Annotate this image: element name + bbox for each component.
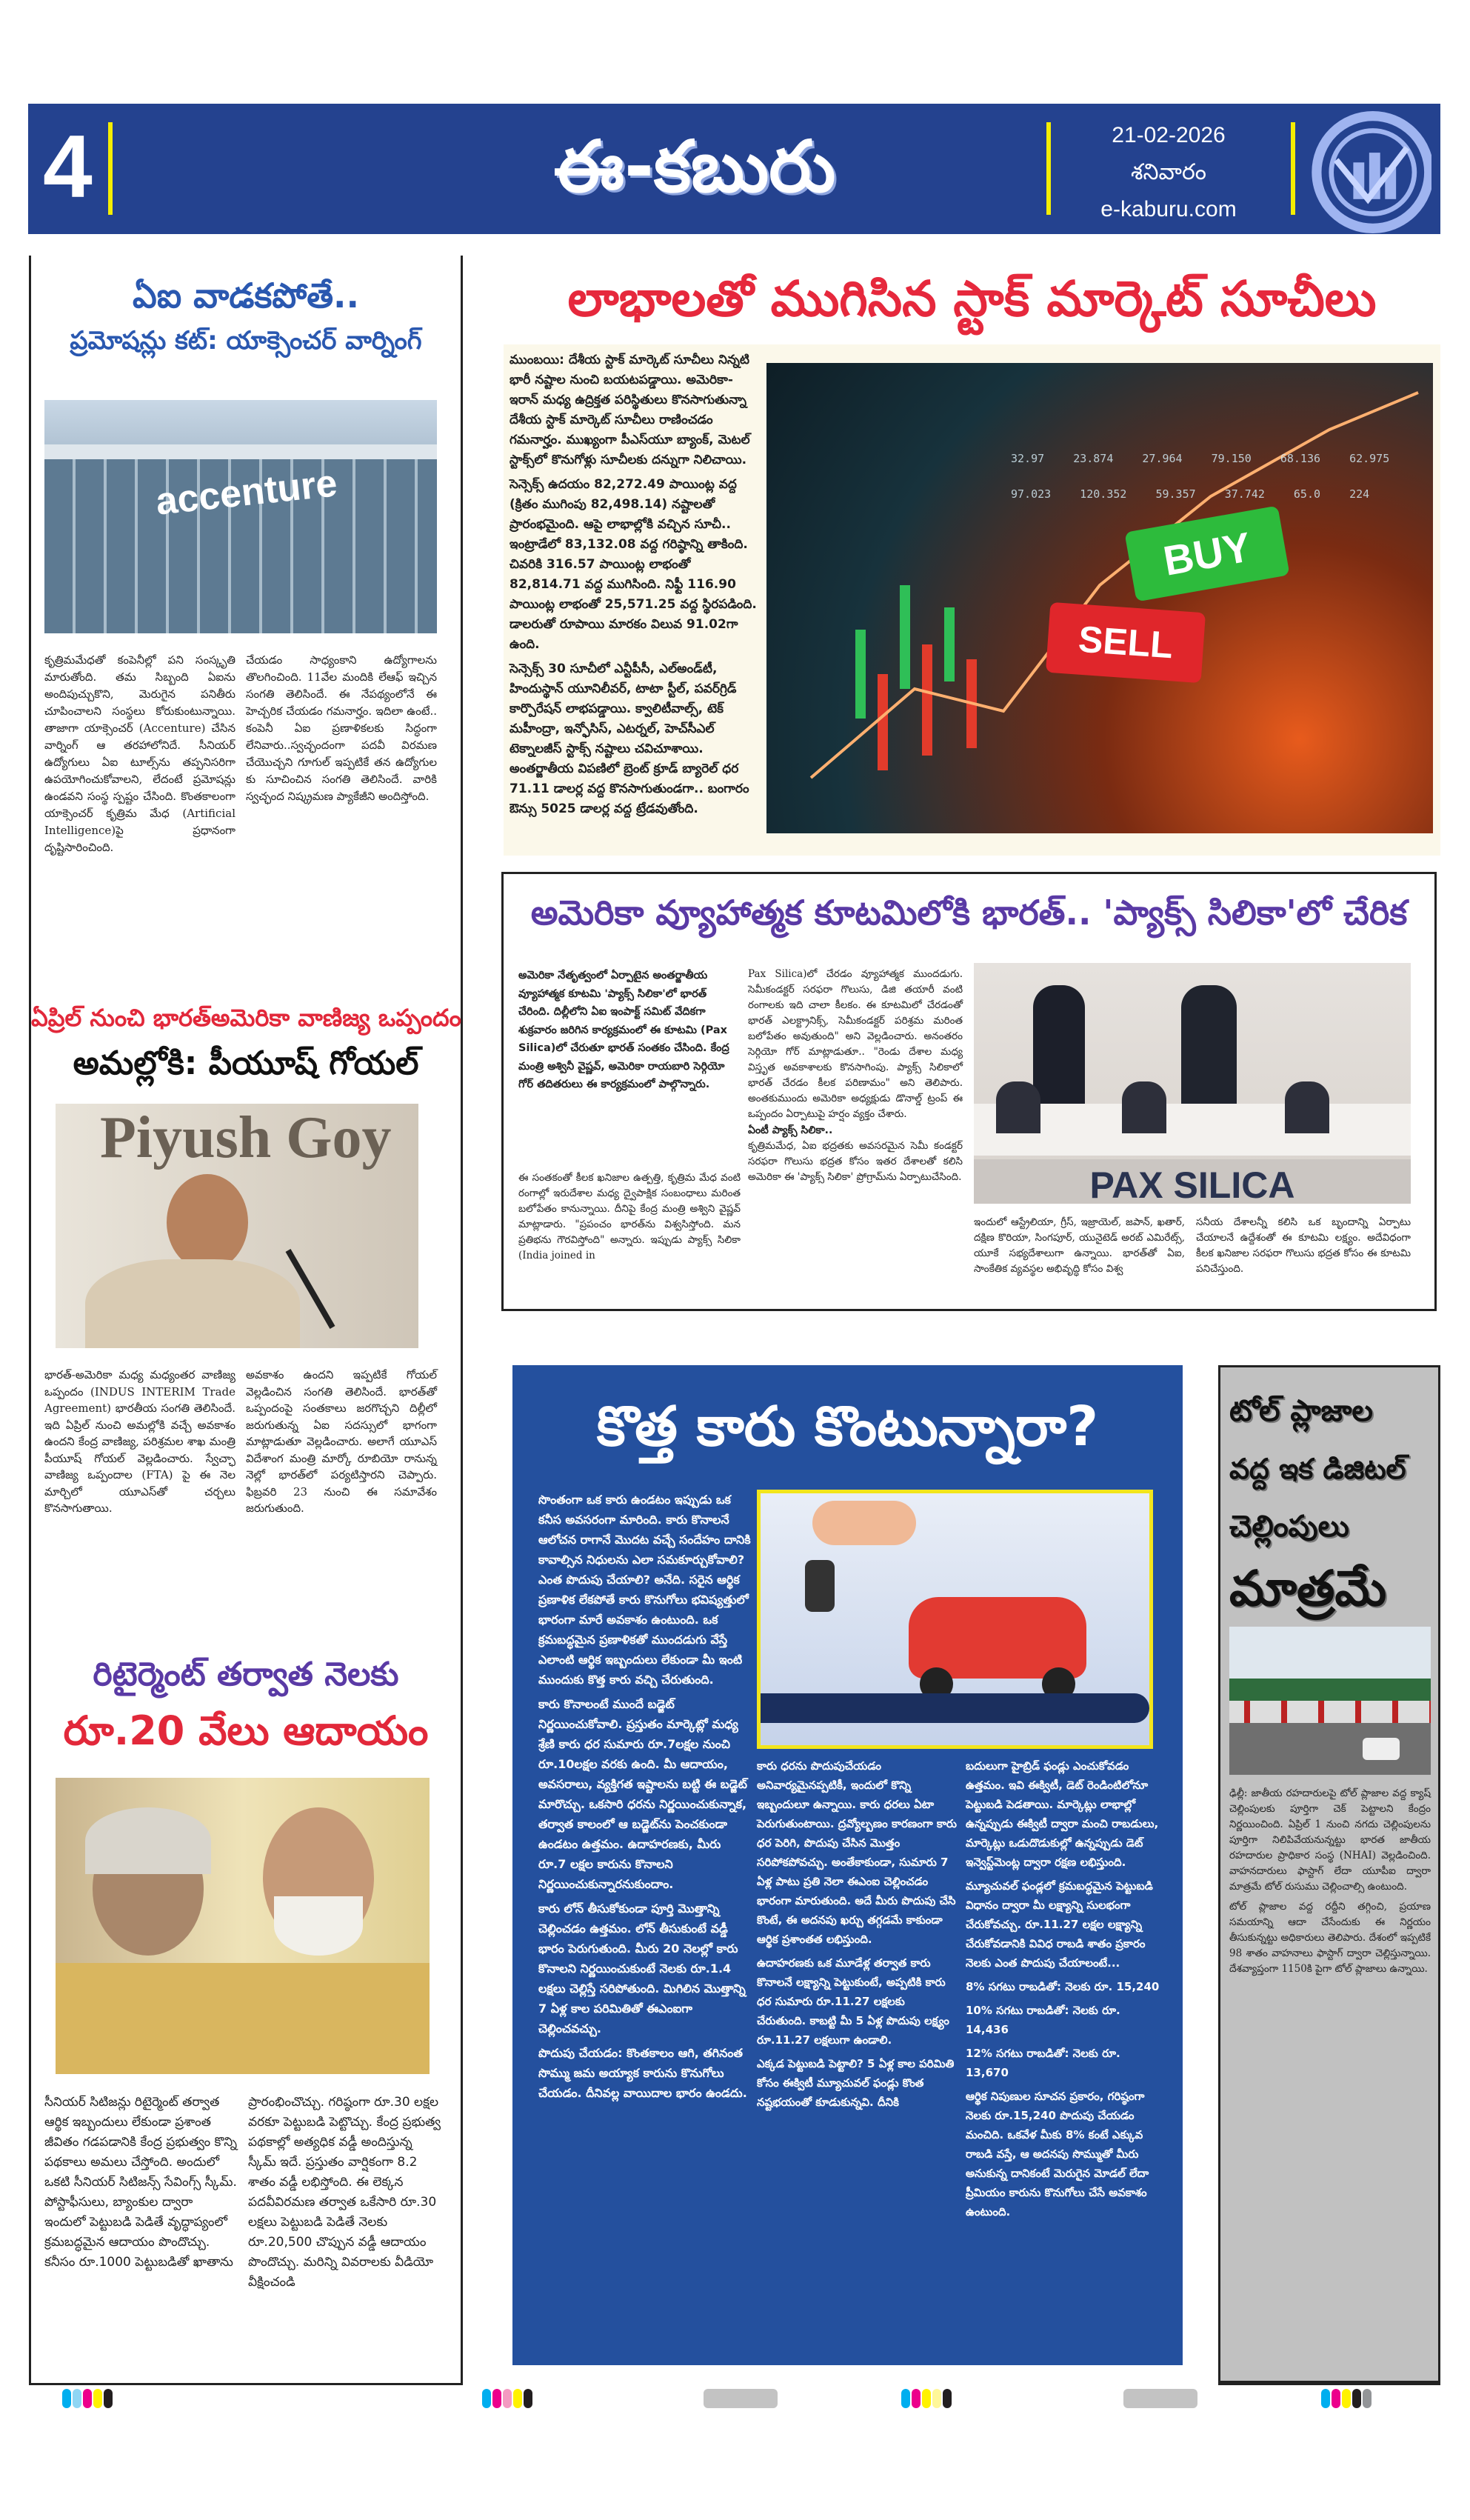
headline[interactable]: టోల్ ప్లాజాల వద్ద ఇక డిజిటల్ చెల్లింపులు మాత్రమే — [1229, 1394, 1406, 1617]
article-column: భారత్‌-అమెరికా మధ్య మధ్యంతర వాణిజ్య ఒప్పందం (INDUS INTERIM Trade Agreement) భారతీయ సంగతి తెలిసిందే. ఇది ఏప్రిల్ నుంచి అమల్లోకి వచ్చే అవకాశం ఉందని కేంద్ర వాణిజ్య, పరిశ్రమల శాఖ మంత్రి పీయూష్ గోయల్ వెల్లడించారు. స్వేచ్ఛా వాణిజ్య ఒప్పందాల (FTA) పై ఈ నెల మార్చిలో యూఎస్‌తో చర్చలు కొనసాగుతాయి. — [44, 1368, 235, 1515]
grey-registration-mark — [1123, 2389, 1197, 2408]
article-column: Pax Silica)లో చేరడం వ్యూహాత్మక ముందడుగు. సెమీకండక్టర్ సరఫరా గొలుసు, డిజి తయారీ వంటి రంగాలకు ఇది చాలా కీలకం. ఈ కూటమిలో చేరడంతో భారత్ ఎలక్ట్రానిక్స్, సెమీకండక్టర్ పరిశ్రమ మరింత బలోపేతం అవుతుంది" అని వెల్లడించారు. అనంతరం సెర్గియో గోర్ మాట్లాడుతూ.. "రెండు దేశాల మధ్య విస్తృత అవకాశాలకు కొనసాగింపు. ప్యాక్స్ సిలికాలో భారత్ చేరడం కీలక పరిణామం" అని తెలిపారు. అంతకుముందు అమెరికా అధ్యక్షుడు డొనాల్డ్ ట్రంప్ ఈ ఒప్పందం ఏర్పాటుపై హర్షం వ్యక్తం చేశారు. ఏంటీ ప్యాక్స్ సిలికా.. కృత్రిమమేధ, ఏఐ భద్రతకు అవసరమైన సెమీ కండక్టర్ సరఫరా గొలుసు భద్రత కోసం ఇతర దేశాలతో కలిసి అమెరికా ఈ 'ప్యాక్స్ సిలికా' ప్రోగ్రామ్‌ను ఏర్పాటుచేసింది. — [748, 968, 963, 1183]
divider — [108, 122, 113, 215]
article-column: చేయడం సాధ్యంకాని ఉద్యోగాలను తొలగించింది. 11వేల మందికి లేఆఫ్ ఇచ్చిన సంగతి తెలిసిందే. ఈ నేపథ్యంలోనే ఈ హెచ్చరిక చేయడం గమనార్హం. ఇదిలా ఉంటే.. కంపెనీ ఏఐ ప్రణాళికలకు సిద్ధంగా లేనివారు..స్వచ్ఛందంగా పదవీ విరమణ చేయొచ్చని గూగుల్ ఇప్పటికే తన ఉద్యోగుల కు సూచించిన సంగతి తెలిసిందే. వారికి స్వచ్ఛంద నిష్క్రమణ ప్యాకేజీని అందిస్తోంది. — [246, 653, 437, 803]
toll-plaza-photo — [1229, 1627, 1431, 1775]
issue-weekday: శనివారం — [1131, 160, 1206, 184]
masthead — [28, 104, 1440, 234]
article-column: సనీయ దేశాలన్నీ కలిసి ఒక బృందాన్ని ఏర్పాటు చేయాలనే ఉద్దేశంతో ఈ కూటమి లక్ష్యం. అదేవిధంగా కీలక ఖనిజాల సరఫరా గొలుసు భద్రత కోసం ఈ కూటమి పనిచేస్తుంది. — [1196, 1216, 1411, 1275]
car-key-illustration — [757, 1490, 1153, 1749]
article-intro: అమెరికా నేతృత్వంలో ఏర్పాటైన అంతర్జాతీయ వ్యూహాత్మక కూటమి 'ప్యాక్స్ సిలికా'లో భారత్ చేరింది. దిల్లీలోని ఏఐ ఇంపాక్ట్ సమిట్ వేదికగా శుక్రవారం జరిగిన కార్యక్రమంలో ఈ కూటమి (Pax Silica)లో చేరుతూ భారత్ సంతకం చేసింది. కేంద్ర మంత్రి అశ్వినీ వైష్ణవ్, అమెరికా రాయబారి సెర్గియో గోర్ తదితరులు ఈ కార్యక్రమంలో పాల్గొన్నారు. — [518, 970, 729, 1090]
color-registration-strip — [62, 2389, 113, 2408]
headline[interactable]: ఏప్రిల్ నుంచి భారత్‌అమెరికా వాణిజ్య ఒప్పందం — [31, 1004, 461, 1032]
article-column: సీనియర్ సిటిజన్లు రిటైర్మెంట్ తర్వాత ఆర్థిక ఇబ్బందులు లేకుండా ప్రశాంత జీవితం గడపడానికి కేంద్ర ప్రభుత్వం కొన్ని పథకాలు అమలు చేస్తోంది. అందులో ఒకటి సీనియర్ సిటిజన్స్ సేవింగ్స్ స్కీమ్. పోస్టాఫీసులు, బ్యాంకుల ద్వారా ఇందులో పెట్టుబడి పెడితే వృద్ధాప్యంలో క్రమబద్ధమైన ఆదాయం పొందొచ్చు. కనీసం రూ.1000 పెట్టుబడితో ఖాతాను — [44, 2095, 237, 2270]
piyush-goyal-photo — [56, 1104, 418, 1348]
article-column: ప్రారంభించొచ్చు. గరిష్ఠంగా రూ.30 లక్షల వరకూ పెట్టుబడి పెట్టొచ్చు. కేంద్ర ప్రభుత్వ పథకాల్లో అత్యధిక వడ్డీ అందిస్తున్న స్కీమ్ ఇదే. ప్రస్తుతం వార్షికంగా 8.2 శాతం వడ్డీ లభిస్తోంది. ఈ లెక్కన పదవీవిరమణ తర్వాత ఒకేసారి రూ.30 లక్షలు పెట్టుబడి పెడితే నెలకు రూ.20,500 చొప్పున వడ్డీ ఆదాయం పొందొచ్చు. మరిన్ని వివరాలకు వీడియో వీక్షించండి — [248, 2095, 441, 2290]
article-column: కారు ధరను పొదుపుచేయడం అనివార్యమైనప్పటికీ, ఇందులో కొన్ని ఇబ్బందులూ ఉన్నాయి. కారు ధరలు ఏటా పెరుగుతుంటాయి. ద్రవ్యోల్బణం కారణంగా కారు ధర పెరిగి, పొదుపు చేసిన మొత్తం సరిపోకపోవచ్చు. అంతేకాకుండా, సుమారు 7 ఏళ్ల పాటు ప్రతి నెలా ఈఎంఐ చెల్లించడం భారంగా మారుతుంది. అదే మీరు పొదుపు చేసి కొంటే, ఈ అదనపు ఖర్చు తగ్గడమే కాకుండా ఆర్థిక ప్రశాంతత లభిస్తుంది. ఉదాహరణకు ఒక మూడేళ్ల తర్వాత కారు కొనాలనే లక్ష్యాన్ని పెట్టుకుంటే, అప్పటికి కారు ధర సుమారు రూ.11.27 లక్షలకు చేరుతుంది. కాబట్టి మీ 5 ఏళ్ల పొదుపు లక్ష్యం రూ.11.27 లక్షలుగా ఉండాలి. ఎక్కడ పెట్టుబడి పెట్టాలి? 5 ఏళ్ల కాల పరిమితి కోసం ఈక్విటీ మ్యూచువల్ ఫండ్లు కొంత నష్టభయంతో కూడుకున్నవి. దీనికి — [757, 1759, 957, 2109]
divider — [1291, 122, 1295, 215]
paragraph: ముంబయి: దేశీయ స్టాక్ మార్కెట్ సూచీలు నిన్నటి భారీ నష్టాల నుంచి బయటపడ్డాయి. అమెరికా-ఇరాన్ మధ్య ఉద్రిక్తత పరిస్థితులు కొనసాగుతున్నా దేశీయ స్టాక్ మార్కెట్ సూచీలు రాణించడం గమనార్హం. ముఖ్యంగా పీఎస్‌యూ బ్యాంక్, మెటల్ స్టాక్స్‌లో కొనుగోళ్లు సూచీలకు దన్నుగా నిలిచాయి. — [510, 353, 750, 467]
article-body: ఢిల్లీ: జాతీయ రహదారులపై టోల్ ప్లాజాల వద్ద క్యాష్ చెల్లింపులకు పూర్తిగా చెక్ పెట్టాలని కేంద్రం నిర్ణయించింది. ఏప్రిల్ 1 నుంచి నగదు చెల్లింపులను పూర్తిగా నిలిపివేయనున్నట్టు భారత జాతీయ రహదారుల ప్రాధికార సంస్థ (NHAI) వెల్లడించింది. వాహనదారులు ఫాస్టాగ్ లేదా యూపీఐ ద్వారా మాత్రమే టోల్ రుసుము చెల్లించాల్సి ఉంటుంది. టోల్ ప్లాజాల వద్ద రద్దీని తగ్గించి, ప్రయాణ సమయాన్ని ఆదా చేసేందుకు ఈ నిర్ణయం తీసుకున్నట్టు అధికారులు తెలిపారు. దేశంలో ఇప్పటికే 98 శాతం వాహనాలు ఫాస్టాగ్ ద్వారా చెల్లిస్తున్నాయి. దేశవ్యాప్తంగా 1150కి పైగా టోల్ ప్లాజాలు ఉన్నాయి. — [1229, 1787, 1431, 1975]
color-registration-strip — [1321, 2389, 1372, 2408]
buy-sign: BUY — [1124, 505, 1289, 601]
emblem-logo-icon — [1309, 111, 1431, 233]
subheadline[interactable]: అమల్లోకి: పీయూష్ గోయల్ — [73, 1044, 419, 1082]
stock-market-photo — [766, 363, 1433, 833]
headline[interactable]: లాభాలతో ముగిసిన స్టాక్ మార్కెట్ సూచీలు — [567, 270, 1377, 327]
date-block — [1061, 117, 1276, 228]
stock-article — [504, 344, 1440, 856]
sell-sign: SELL — [1046, 602, 1206, 683]
article-column: ఇందులో ఆస్ట్రేలియా, గ్రీస్, ఇజ్రాయెల్, జపాన్, ఖతార్, దక్షిణ కొరియా, సింగపూర్, యునైటెడ్ అరబ్ ఎమిరేట్స్, యూకే సభ్యదేశాలుగా ఉన్నాయి. భారత్‌తో ఏఐ, సాంకేతిక వ్యవస్థల అభివృద్ధి కోసం విశ్వ — [974, 1216, 1185, 1275]
senior-couple-photo — [56, 1778, 430, 2074]
page-number: 4 — [43, 117, 93, 216]
paragraph: సెన్సెక్స్ 30 సూచీలో ఎన్టీపీసీ, ఎల్‌అండ్‌టీ, హిందుస్థాన్ యూనిలీవర్, టాటా స్టీల్, పవర్‌గ్రిడ్ కార్పొరేషన్ లాభపడ్డాయి. క్వాలిటీవాల్స్, టెక్ మహీంద్రా, ఇన్ఫోసిస్, ఎటర్నల్, హెచ్‌సీఎల్ టెక్నాలజీస్ స్టాక్స్ నష్టాలు చవిచూశాయి. అంతర్జాతీయ విపణిలో బ్రెంట్ క్రూడ్ బ్యారెల్ ధర 71.11 డాలర్ల వద్ద కొనసాగుతుండగా.. బంగారం ఔన్సు 5025 డాలర్ల వద్ద ట్రేడవుతోంది. — [510, 661, 749, 816]
stock-article-body — [510, 350, 761, 824]
headline[interactable]: అమెరికా వ్యూహాత్మక కూటమిలోకి భారత్.. 'ప్యాక్స్ సిలికా'లో చేరిక — [530, 893, 1408, 933]
subheadline[interactable]: ప్రమోషన్లు కట్: యాక్సెంచర్ వార్నింగ్ — [70, 326, 422, 356]
pax-silica-signing-photo — [974, 963, 1411, 1204]
ticker-numbers: 32.97 23.874 27.964 79.150 68.136 62.975 97.023 120.352 59.357 37.742 65.0 224 — [1011, 452, 1390, 501]
color-registration-strip — [901, 2389, 952, 2408]
car-article — [512, 1365, 1183, 2365]
article-column: కృత్రిమమేధతో కంపెనీల్లో పని సంస్కృతి మారుతోంది. తమ సిబ్బంది ఏఐను అందిపుచ్చుకొని, మెరుగైన పనితీరు చూపించాలని సంస్థలు కోరుకుంటున్నాయి. తాజాగా యాక్సెంచర్ (Accenture) చేసిన వార్నింగ్ ఆ తరహాలోనిదే. సీనియర్ ఉద్యోగులు ఏఐ టూల్స్‌ను తప్పనిసరిగా ఉపయోగించుకోవాలని, లేదంటే ప్రమోషన్లు ఉండవని సంస్థ స్పష్టం చేసింది. కొంతకాలంగా యాక్సెంచర్ కృత్రిమ మేధ (Artificial Intelligence)పై ప్రధానంగా దృష్టిసారించింది. — [44, 653, 235, 854]
divider — [1046, 122, 1051, 215]
accenture-building-photo — [44, 400, 437, 633]
toll-article — [1218, 1365, 1440, 2385]
candlestick-chart-graphic — [766, 363, 1433, 833]
headline[interactable]: ఏఐ వాడకపోతే.. — [133, 276, 359, 316]
article-column: ఈ సంతకంతో కీలక ఖనిజాల ఉత్పత్తి, కృత్రిమ మేధ వంటి రంగాల్లో ఇరుదేశాల మధ్య ద్వైపాక్షిక సంబంధాలు మరింత బలోపేతం కానున్నాయి. దీనిపై కేంద్ర మంత్రి అశ్విని వైష్ణవ్ మాట్లాడారు. "ప్రపంచం భారత్‌ను విశ్వసిస్తోంది. మన ప్రతిభను గౌరవిస్తోంది" అన్నారు. ఇప్పుడు ప్యాక్స్ సిలికా (India joined in — [518, 1172, 741, 1261]
accenture-logo-sign: accenture — [153, 461, 340, 524]
paragraph: సెన్సెక్స్ ఉదయం 82,272.49 పాయింట్ల వద్ద (క్రితం ముగింపు 82,498.14) నష్టాలతో ప్రారంభమైంది. ఆపై లాభాల్లోకి వచ్చిన సూచీ.. ఇంట్రాడేలో 83,132.08 వద్ద గరిష్ఠాన్ని తాకింది. చివరికి 316.57 పాయింట్ల లాభంతో 82,814.71 వద్ద ముగిసింది. నిఫ్టీ 116.90 పాయింట్ల లాభంతో 25,571.25 వద్ద స్థిరపడింది. డాలరుతో రూపాయి మారకం విలువ 91.02గా ఉంది. — [510, 477, 757, 652]
pax-silica-banner: PAX SILICA — [974, 1159, 1411, 1204]
issue-date: 21-02-2026 — [1112, 123, 1226, 147]
backdrop-text: Piyush Goy — [100, 1105, 392, 1170]
website-link[interactable]: e-kaburu.com — [1100, 197, 1237, 221]
color-registration-strip — [482, 2389, 532, 2408]
subheading: ఏంటీ ప్యాక్స్ సిలికా.. — [748, 1124, 833, 1136]
subheadline[interactable]: రూ.20 వేలు ఆదాయం — [63, 1707, 429, 1754]
headline[interactable]: రిటైర్మెంట్ తర్వాత నెలకు — [93, 1656, 399, 1693]
grey-registration-mark — [704, 2389, 778, 2408]
article-column: సొంతంగా ఒక కారు ఉండటం ఇప్పుడు ఒక కనీస అవసరంగా మారింది. కారు కొనాలనే ఆలోచన రాగానే మొదట వచ్చే సందేహం దానికి కావాల్సిన నిధులను ఎలా సమకూర్చుకోవాలి? ఎంత పొదుపు చేయాలి? అనేది. సరైన ఆర్థిక ప్రణాళిక లేకపోతే కారు కొనుగోలు భవిష్యత్తులో భారంగా మారే అవకాశం ఉంటుంది. ఒక క్రమబద్ధమైన ప్రణాళికతో ముందడుగు వేస్తే ఎలాంటి ఆర్థిక ఇబ్బందులు లేకుండా మీ ఇంటి ముందుకు కొత్త కారు వచ్చి చేరుతుంది. కారు కొనాలంటే ముందే బడ్జెట్ నిర్ణయించుకోవాలి. ప్రస్తుతం మార్కెట్లో మధ్య శ్రేణి కారు ధర సుమారు రూ.7లక్షల నుంచి రూ.10లక్షల వరకు ఉంది. మీ ఆదాయం, అవసరాలు, వ్యక్తిగత ఇష్టాలను బట్టి ఈ బడ్జెట్ మారొచ్చు. ఒకసారి ధరను నిర్ణయించుకున్నాక, తర్వాత కాలంలో ఆ బడ్జెట్‌ను పెంచకుండా ఉండటం ఉత్తమం. ఉదాహరణకు, మీరు రూ.7 లక్షల కారును కొనాలని నిర్ణయించుకున్నారనుకుందాం. కారు లోన్ తీసుకోకుండా పూర్తి మొత్తాన్ని చెల్లించడం ఉత్తమం. లోన్ తీసుకుంటే వడ్డీ భారం పెరుగుతుంది. మీరు 20 నెలల్లో కారు కొనాలని నిర్ణయించుకుంటే నెలకు రూ.1.4 లక్షలు చెల్లిస్తే సరిపోతుంది. మిగిలిన మొత్తాన్ని 7 ఏళ్ల కాల పరిమితితో ఈఎంఐగా చెల్లించవచ్చు. పొదుపు చేయడం: కొంతకాలం ఆగి, తగినంత సొమ్ము జమ అయ్యాక కారును కొనుగోలు చేయడం. దీనివల్ల వాయిదాల భారం ఉండదు. — [538, 1493, 751, 2100]
article-column: బదులుగా హైబ్రిడ్ ఫండ్లు ఎంచుకోవడం ఉత్తమం. ఇవి ఈక్విటీ, డెట్ రెండింటిలోనూ పెట్టుబడి పెడతాయి. మార్కెట్లు లాభాల్లో ఉన్నప్పుడు ఈక్విటీ ద్వారా మంచి రాబడులు, మార్కెట్లు ఒడుదొడుకుల్లో ఉన్నప్పుడు డెట్ ఇన్వెస్ట్‌మెంట్ల ద్వారా రక్షణ లభిస్తుంది. మ్యూచువల్ ఫండ్లలో క్రమబద్ధమైన పెట్టుబడి విధానం ద్వారా మీ లక్ష్యాన్ని సులభంగా చేరుకోవచ్చు. రూ.11.27 లక్షల లక్ష్యాన్ని చేరుకోవడానికి వివిధ రాబడి శాతం ప్రకారం నెలకు ఎంత పొదుపు చేయాలంటే... 8% సగటు రాబడితో: నెలకు రూ. 15,240 10% సగటు రాబడితో: నెలకు రూ. 14,436 12% సగటు రాబడితో: నెలకు రూ. 13,670 ఆర్థిక నిపుణుల సూచన ప్రకారం, గరిష్ఠంగా నెలకు రూ.15,240 పొదుపు చేయడం మంచిది. ఒకవేళ మీకు 8% కంటే ఎక్కువ రాబడి వస్తే, ఆ అదనపు సొమ్ముతో మీరు అనుకున్న దానికంటే మెరుగైన మోడల్ లేదా ప్రీమియం కారును కొనుగోలు చేసే అవకాశం ఉంటుంది. — [966, 1759, 1160, 2219]
newspaper-logo: ఈ-కబురు — [553, 125, 836, 208]
article-column: అవకాశం ఉందని ఇప్పటికే గోయల్ వెల్లడించిన సంగతి తెలిసిందే. భారత్‌తో ఒప్పందంపై సంతకాలు జరగొచ్చని దిల్లీలో జరుగుతున్న ఏఐ సదస్సులో భాగంగా మాట్లాడుతూ వెల్లడించారు. అలాగే యూఎస్ విదేశాంగ మంత్రి మార్కో రూబియో రానున్న నెల్లో భారత్‌లో పర్యటిస్తారని చెప్పారు. ఫిబ్రవరి 23 నుంచి ఈ సమావేశం జరుగుతుంది. — [246, 1368, 437, 1515]
headline[interactable]: కొత్త కారు కొంటున్నారా? — [596, 1395, 1099, 1459]
